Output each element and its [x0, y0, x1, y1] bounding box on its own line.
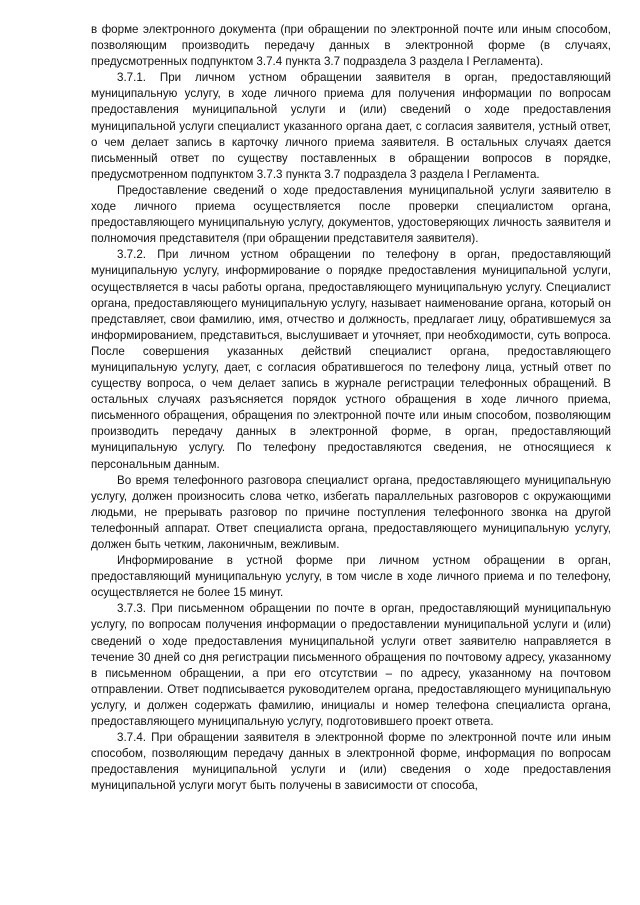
paragraph-continuation: в форме электронного документа (при обращении по электронной почте или иным способом, позволяющим производить передачу данных в электронной форме (в случаях, предусмотренных подпунктом 3.7.4 пункта 3.7 подраздела 3 раздела I Регламента).: [91, 23, 611, 69]
paragraph-3-7-4: 3.7.4. При обращении заявителя в электронной форме по электронной почте или иным способом, позволяющим передачу данных в электронной форме, информация по вопросам предоставления муниципальной услуги и (или) сведения о ходе предоставления муниципальной услуги могут быть получены в зависимости от способа,: [91, 731, 611, 793]
paragraph-3-7-2: 3.7.2. При личном устном обращении по телефону в орган, предоставляющий муниципальную услугу, информирование о порядке предоставления муниципальной услуги, осуществляется в часы работы органа, предоставляющего муниципальную услугу. Специалист органа, предоставляющего муниципальную услугу, называет наименование органа, который он представляет, свои фамилию, имя, отчество и должность, предлагает лицу, обратившемуся за информированием, представиться, выслушивает и уточняет, при необходимости, суть вопроса. После совершения указанных действий специалист органа, предоставляющего муниципальную услугу, дает, с согласия обратившегося по телефону лица, устный ответ по существу вопроса, о чем делает запись в журнале регистрации телефонных обращений. В остальных случаях разъясняется порядок устного обращения в ходе личного приема, письменного обращения, обращения по электронной почте или иным способом, позволяющим производить передачу данных в электронной форме, в орган, предоставляющий муниципальную услугу. По телефону предоставляются сведения, не относящиеся к персональным данным.: [91, 248, 611, 471]
paragraph-identity-check: Предоставление сведений о ходе предоставления муниципальной услуги заявителю в ходе личного приема осуществляется после проверки специалистом органа, предоставляющего муниципальную услугу, документов, удостоверяющих личность заявителя и полномочия представителя (при обращении представителя заявителя).: [91, 183, 611, 246]
paragraph-oral-duration: Информирование в устной форме при личном устном обращении в орган, предоставляющий муниципальную услугу, в том числе в ходе личного приема и по телефону, осуществляется не более 15 минут.: [91, 554, 611, 600]
paragraph-phone-conduct: Во время телефонного разговора специалист органа, предоставляющего муниципальную услугу, должен произносить слова четко, избегать параллельных разговоров с окружающими людьми, не прерывать разговор по причине поступления телефонного звонка на другой телефонный аппарат. Ответ специалиста органа, предоставляющего муниципальную услугу, должен быть четким, лаконичным, вежливым.: [91, 473, 611, 551]
paragraph-3-7-1: 3.7.1. При личном устном обращении заявителя в орган, предоставляющий муниципальную услугу, в ходе личного приема для получения информации по вопросам предоставления муниципальной услуги и (или) сведений о ходе предоставления муниципальной услуги специалист указанного органа дает, с согласия заявителя, устный ответ, о чем делает запись в карточку личного приема заявителя. В остальных случаях дается письменный ответ по существу поставленных в обращении вопросов в порядке, предусмотренном подпунктом 3.7.3 пункта 3.7 подраздела 3 раздела I Регламента.: [91, 71, 611, 181]
paragraph-3-7-3: 3.7.3. При письменном обращении по почте в орган, предоставляющий муниципальную услугу, по вопросам получения информации о предоставлении муниципальной услуги и (или) сведений о ходе предоставления муниципальной услуги ответ заявителю направляется в течение 30 дней со дня регистрации письменного обращения по почтовому адресу, указанному в письменном обращении, а при его отсутствии – по адресу, указанному на почтовом отправлении. Ответ подписывается руководителем органа, предоставляющего муниципальную услугу, и должен содержать фамилию, инициалы и номер телефона специалиста органа, предоставляющего муниципальную услугу, подготовившего проект ответа.: [91, 602, 611, 729]
document-page: [91, 22, 611, 795]
